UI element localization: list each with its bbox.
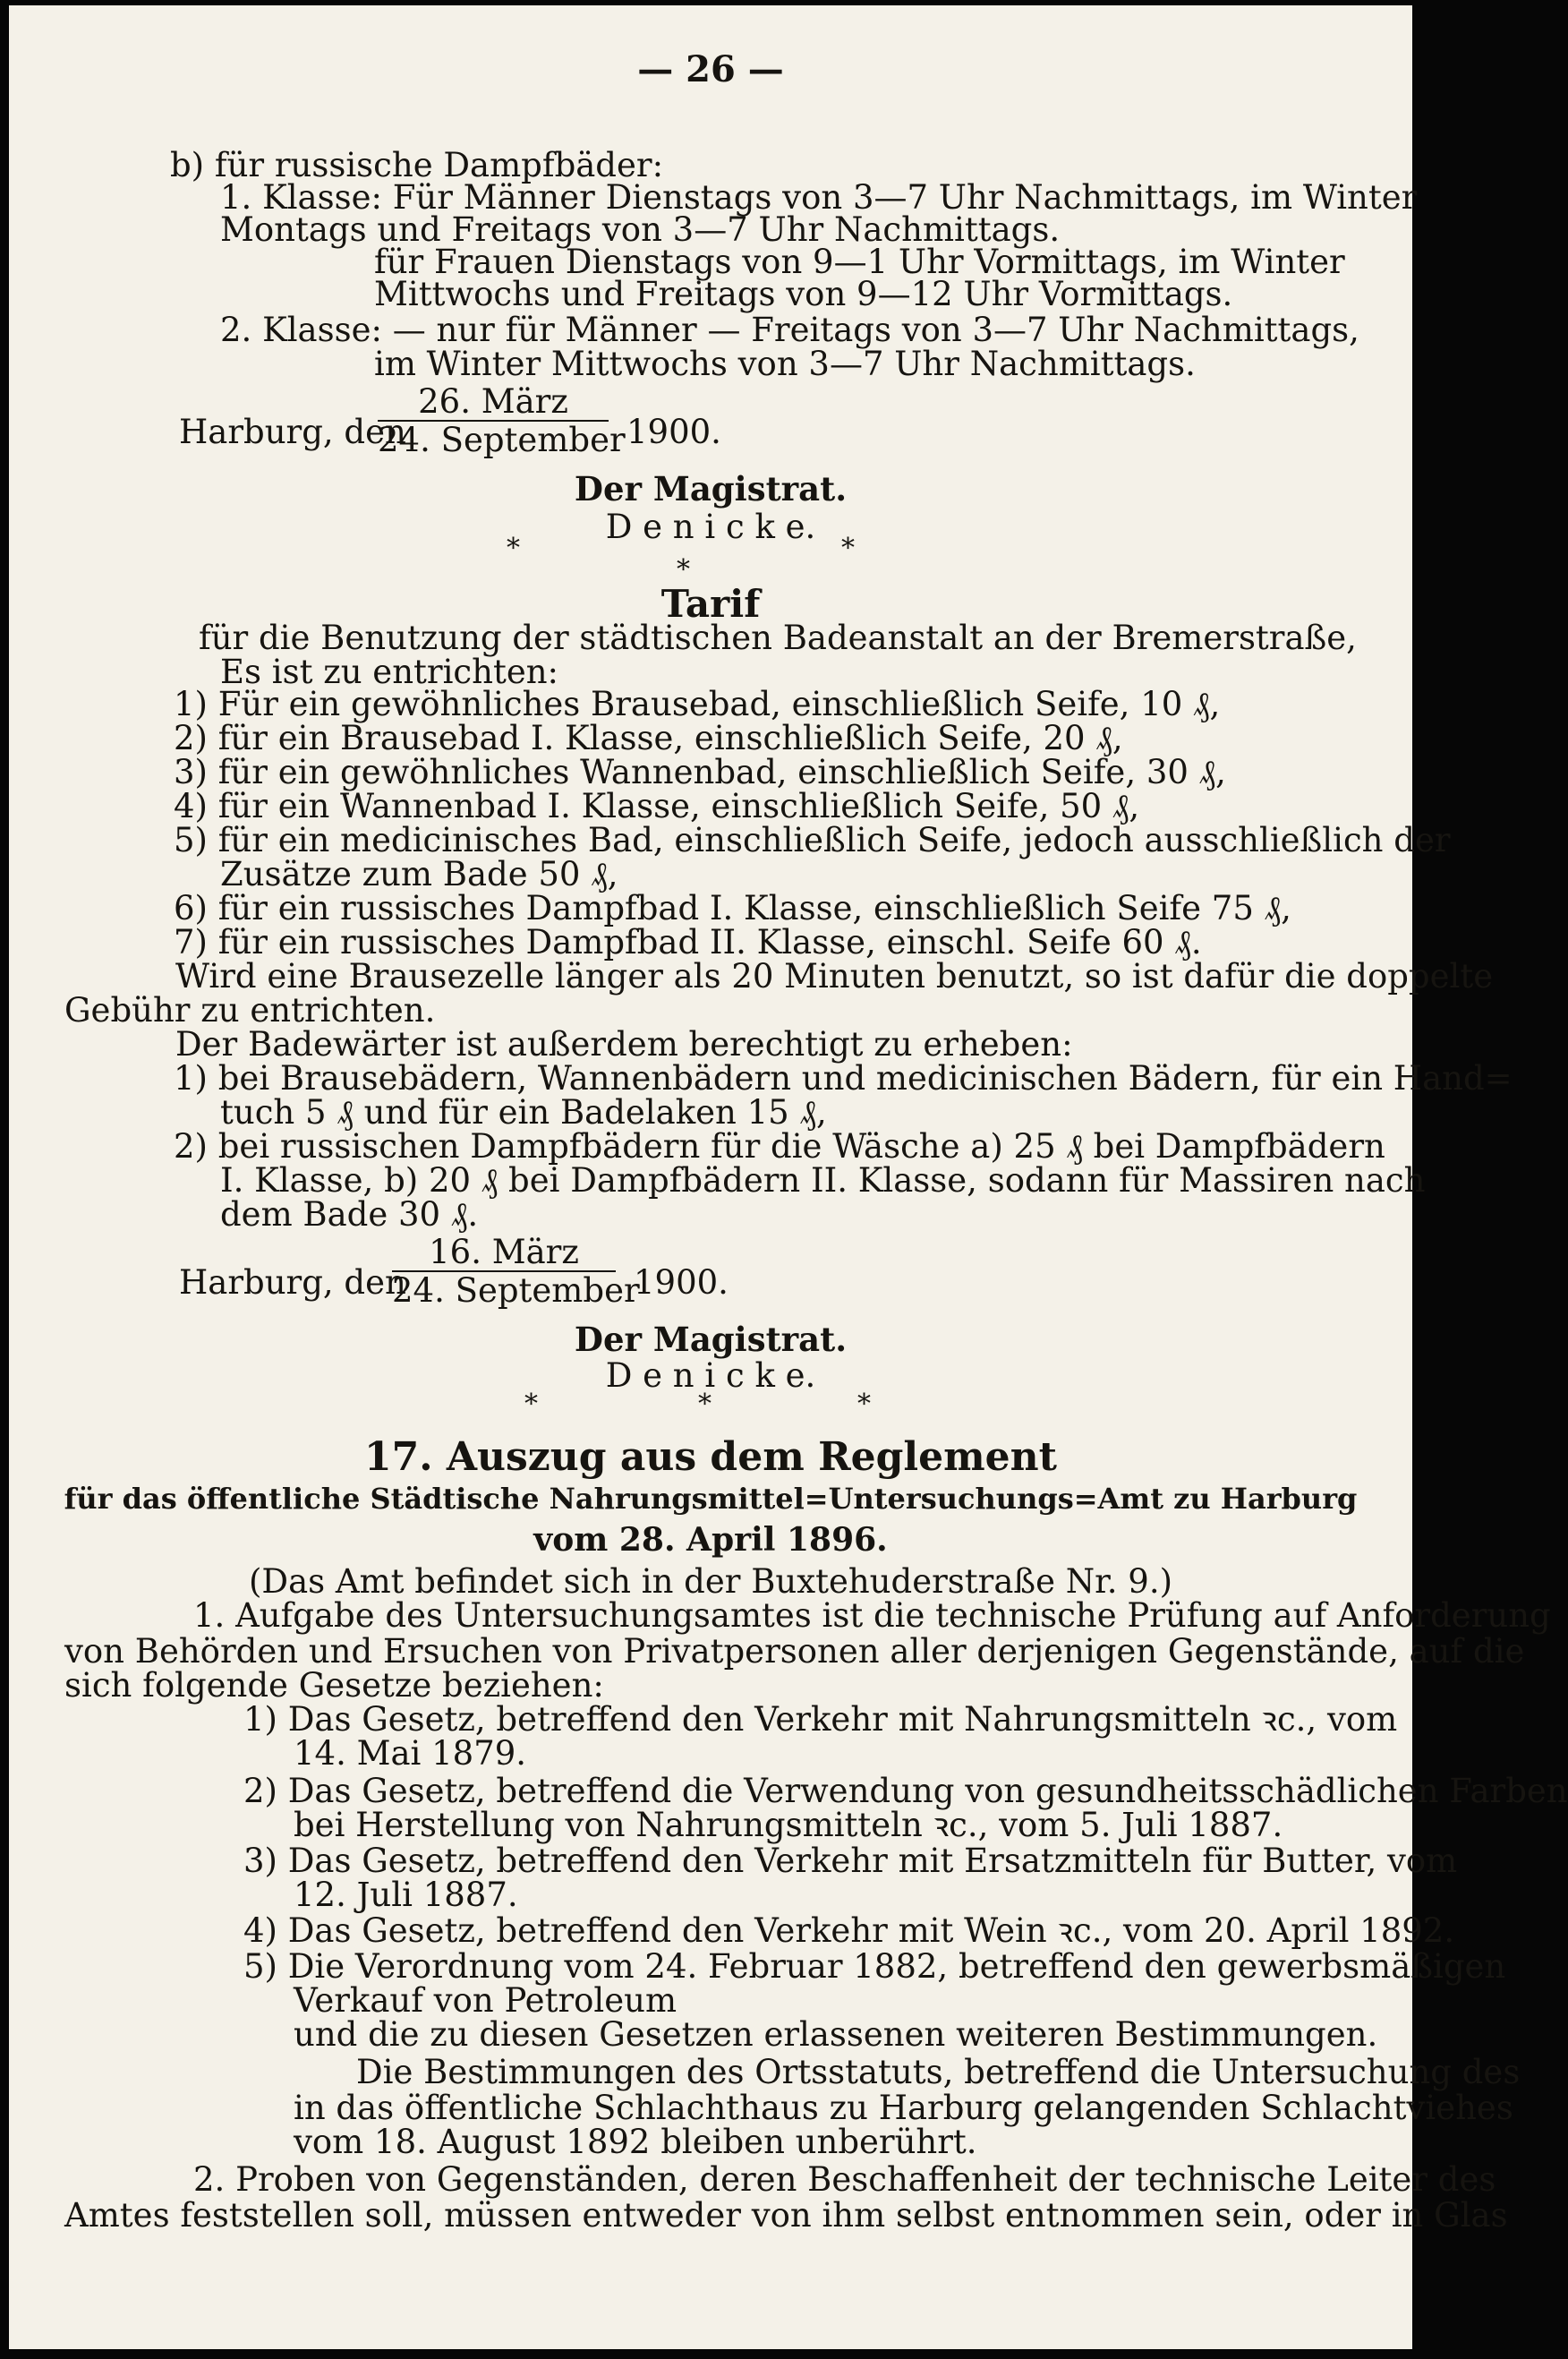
law-item-continued: 12. Juli 1887. (294, 1876, 518, 1914)
signature-authority: Der Magistrat. (574, 469, 848, 509)
law-item: 1) Das Gesetz, betreffend den Verkehr mit Nahrungsmitteln ꝛc., vom (243, 1700, 1398, 1739)
tarif-intro: Es ist zu entrichten: (220, 653, 559, 691)
signature-date-fraction (392, 1233, 640, 1310)
tarif-attendant: Der Badewärter ist außerdem berechtigt zu erheben: (175, 1025, 1073, 1064)
signature-date-fraction (378, 382, 626, 459)
signature-date-bottom: 24. September (392, 1271, 640, 1310)
law-item: 5) Die Verordnung vom 24. Februar 1882, betreffend den gewerbsmäßigen (243, 1947, 1506, 1986)
law-item: 3) Das Gesetz, betreffend den Verkehr mit Ersatzmitteln für Butter, vom (243, 1842, 1458, 1880)
law-item-continued: Verkauf von Petroleum (294, 1981, 677, 2020)
section-17-title: 17. Auszug aus dem Reglement (364, 1434, 1057, 1480)
paragraph-line: sich folgende Gesetze beziehen: (64, 1666, 604, 1705)
signature-date-bottom: 24. September (378, 421, 626, 459)
document-page (9, 5, 1568, 2349)
tarif-item: 4) für ein Wannenbad I. Klasse, einschließlich Seife, 50 ₰, (174, 787, 1140, 825)
paragraph-line: Amtes feststellen soll, müssen entweder von ihm selbst entnommen sein, oder in Glas (64, 2196, 1508, 2235)
separator-star: * (507, 533, 520, 564)
signature-year: 1900. (626, 413, 721, 451)
russian-baths-line: 1. Klasse: Für Männer Dienstags von 3—7 Uhr Nachmittags, im Winter (220, 178, 1418, 217)
separator-star: * (841, 533, 855, 564)
separator-star: * (857, 1389, 871, 1420)
separator-star: * (524, 1389, 538, 1420)
separator-star: * (698, 1389, 712, 1420)
signature-name: D e n i c k e. (605, 1356, 816, 1395)
law-item-closing: und die zu diesen Gesetzen erlassenen weiteren Bestimmungen. (294, 2015, 1378, 2054)
tarif-note: Wird eine Brausezelle länger als 20 Minuten benutzt, so ist dafür die doppelte (175, 957, 1494, 996)
signature-place: Harburg, den (179, 1263, 406, 1302)
law-item: 4) Das Gesetz, betreffend den Verkehr mit Wein ꝛc., vom 20. April 1892. (243, 1911, 1455, 1950)
russian-baths-heading: b) für russische Dampfbäder: (170, 146, 664, 184)
statute-line: Die Bestimmungen des Ortsstatuts, betreffend die Untersuchung des (356, 2053, 1521, 2091)
tarif-attendant-item-continued: tuch 5 ₰ und für ein Badelaken 15 ₰, (220, 1093, 827, 1132)
tarif-item: 2) für ein Brausebad I. Klasse, einschließlich Seife, 20 ₰, (174, 719, 1123, 757)
russian-baths-line: 2. Klasse: — nur für Männer — Freitags von 3—7 Uhr Nachmittags, (220, 311, 1359, 349)
signature-name: D e n i c k e. (605, 508, 816, 546)
tarif-attendant-item-continued: dem Bade 30 ₰. (220, 1195, 479, 1234)
tarif-title: Tarif (660, 582, 761, 626)
tarif-item: 6) für ein russisches Dampfbad I. Klasse, einschließlich Seife 75 ₰, (174, 889, 1291, 927)
russian-baths-line: im Winter Mittwochs von 3—7 Uhr Nachmittags. (374, 345, 1196, 383)
paragraph-line: von Behörden und Ersuchen von Privatpersonen aller derjenigen Gegenstände, auf die (64, 1632, 1525, 1671)
law-item-continued: bei Herstellung von Nahrungsmitteln ꝛc., vom 5. Juli 1887. (294, 1806, 1283, 1844)
signature-authority: Der Magistrat. (574, 1320, 848, 1359)
section-17-date: vom 28. April 1896. (533, 1521, 888, 1559)
tarif-attendant-item-continued: I. Klasse, b) 20 ₰ bei Dampfbädern II. Klasse, sodann für Massiren nach (220, 1161, 1426, 1200)
tarif-attendant-item: 1) bei Brausebädern, Wannenbädern und medicinischen Bädern, für ein Hand= (174, 1059, 1513, 1098)
tarif-item-continued: Zusätze zum Bade 50 ₰, (220, 855, 618, 893)
statute-line: in das öffentliche Schlachthaus zu Harburg gelangenden Schlachtviehes (294, 2089, 1513, 2127)
russian-baths-line: Montags und Freitags von 3—7 Uhr Nachmittags. (220, 210, 1061, 249)
signature-year: 1900. (634, 1263, 729, 1302)
separator-star: * (677, 554, 690, 585)
tarif-attendant-item: 2) bei russischen Dampfbädern für die Wäsche a) 25 ₰ bei Dampfbädern (174, 1127, 1385, 1166)
russian-baths-line: Mittwochs und Freitags von 9—12 Uhr Vormittags. (374, 275, 1233, 313)
signature-place: Harburg, den (179, 413, 406, 451)
section-17-location: (Das Amt befindet sich in der Buxtehuderstraße Nr. 9.) (248, 1562, 1173, 1601)
tarif-note-continued: Gebühr zu entrichten. (64, 991, 436, 1030)
statute-line: vom 18. August 1892 bleiben unberührt. (294, 2123, 977, 2161)
tarif-subtitle: für die Benutzung der städtischen Badeanstalt an der Bremerstraße, (199, 619, 1357, 657)
page-number: — 26 — (637, 48, 784, 90)
tarif-item: 1) Für ein gewöhnliches Brausebad, einschließlich Seife, 10 ₰, (174, 685, 1221, 723)
tarif-item: 7) für ein russisches Dampfbad II. Klasse, einschl. Seife 60 ₰. (174, 923, 1202, 962)
law-item-continued: 14. Mai 1879. (294, 1734, 527, 1773)
signature-date-top: 26. März (378, 385, 609, 422)
tarif-item: 3) für ein gewöhnliches Wannenbad, einschließlich Seife, 30 ₰, (174, 753, 1226, 791)
law-item: 2) Das Gesetz, betreffend die Verwendung von gesundheitsschädlichen Farben (243, 1772, 1568, 1810)
section-17-subtitle: für das öffentliche Städtische Nahrungsmittel=Untersuchungs=Amt zu Harburg (64, 1482, 1358, 1516)
signature-date-top: 16. März (392, 1235, 616, 1272)
russian-baths-line: für Frauen Dienstags von 9—1 Uhr Vormittags, im Winter (374, 243, 1345, 281)
paragraph-line: 2. Proben von Gegenständen, deren Beschaffenheit der technische Leiter des (193, 2160, 1496, 2199)
paragraph-line: 1. Aufgabe des Untersuchungsamtes ist die technische Prüfung auf Anforderung (193, 1596, 1551, 1635)
tarif-item: 5) für ein medicinisches Bad, einschließlich Seife, jedoch ausschließlich der (174, 821, 1451, 859)
